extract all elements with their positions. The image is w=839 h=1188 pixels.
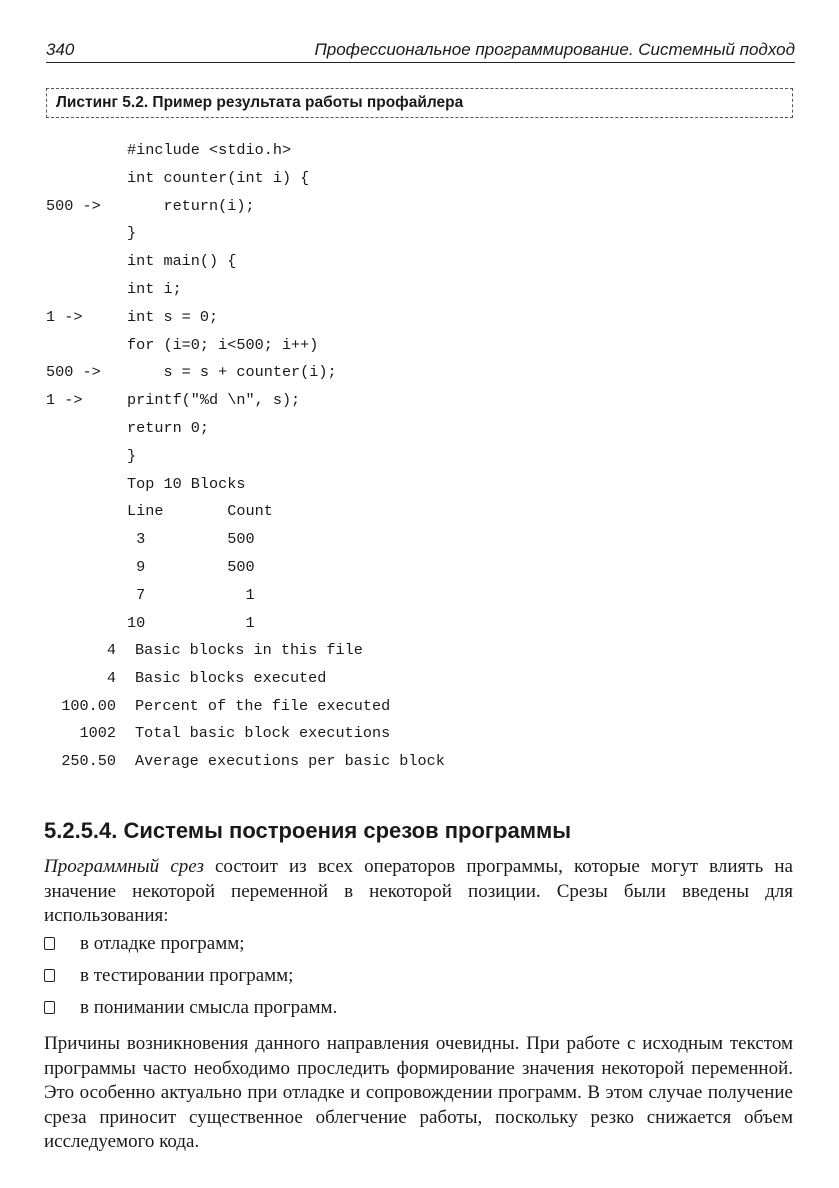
code-line: printf("%d \n", s); bbox=[127, 391, 301, 409]
closing-paragraph bbox=[44, 1032, 793, 1155]
stat-value: 100.00 bbox=[61, 697, 116, 715]
header-rule bbox=[46, 62, 795, 63]
code-line: Line Count bbox=[127, 502, 273, 520]
checkbox-bullet-icon bbox=[44, 937, 55, 950]
code-line: } bbox=[127, 447, 137, 465]
checkbox-bullet-icon bbox=[44, 969, 55, 982]
running-title: Профессиональное программирование. Системный подход bbox=[314, 40, 795, 59]
code-line: #include <stdio.h> bbox=[127, 141, 292, 159]
code-line: int main() { bbox=[127, 252, 237, 270]
intro-term: Программный срез bbox=[44, 856, 204, 877]
code-line: 3 500 bbox=[127, 530, 255, 548]
execution-count: 1 -> bbox=[46, 391, 83, 409]
bullet-text: в понимании смысла программ. bbox=[80, 997, 338, 1018]
bullet-text: в тестировании программ; bbox=[80, 965, 294, 986]
page-header bbox=[46, 40, 795, 64]
code-line: 9 500 bbox=[127, 558, 255, 576]
code-line: Top 10 Blocks bbox=[127, 475, 246, 493]
intro-paragraph bbox=[44, 855, 793, 929]
code-line: s = s + counter(i); bbox=[127, 363, 337, 381]
code-line: int counter(int i) { bbox=[127, 169, 310, 187]
stat-label: Average executions per basic block bbox=[135, 752, 445, 770]
stat-label: Basic blocks executed bbox=[135, 669, 327, 687]
page-number: 340 bbox=[46, 40, 75, 59]
closing-text: Причины возникновения данного направления очевидны. При работе с исходным текстом программы часто необходимо проследить формирование значения некоторой переменной. Это особенно актуально при отладке и сопровождении программ. В этом случае получение среза приносит существенное облегчение работы, поскольку резко снижается объем исследуемого кода. bbox=[44, 1033, 793, 1152]
stat-label: Total basic block executions bbox=[135, 724, 391, 742]
execution-count: 1 -> bbox=[46, 308, 83, 326]
code-line: for (i=0; i<500; i++) bbox=[127, 336, 319, 354]
code-line: 7 1 bbox=[127, 586, 255, 604]
code-line: return 0; bbox=[127, 419, 210, 437]
code-line: int i; bbox=[127, 280, 182, 298]
section-title: 5.2.5.4. Системы построения срезов программы bbox=[44, 818, 572, 843]
stat-label: Percent of the file executed bbox=[135, 697, 391, 715]
execution-count: 500 -> bbox=[46, 363, 101, 381]
checkbox-bullet-icon bbox=[44, 1001, 55, 1014]
listing-caption: Листинг 5.2. Пример результата работы профайлера bbox=[56, 94, 464, 111]
bullet-text: в отладке программ; bbox=[80, 933, 245, 954]
code-line: } bbox=[127, 224, 137, 242]
stat-value: 1002 bbox=[79, 724, 116, 742]
code-line: int s = 0; bbox=[127, 308, 219, 326]
code-line: return(i); bbox=[127, 197, 255, 215]
intro-text: состоит из всех операторов программы, которые могут влиять на значение некоторой переменной в некоторой позиции. Срезы были введены для использования: bbox=[44, 856, 793, 926]
execution-count: 500 -> bbox=[46, 197, 101, 215]
stat-value: 250.50 bbox=[61, 752, 116, 770]
stat-value: 4 bbox=[106, 669, 116, 687]
stat-value: 4 bbox=[106, 641, 116, 659]
stat-label: Basic blocks in this file bbox=[135, 641, 363, 659]
code-line: 10 1 bbox=[127, 614, 255, 632]
listing-caption-box bbox=[46, 88, 793, 118]
